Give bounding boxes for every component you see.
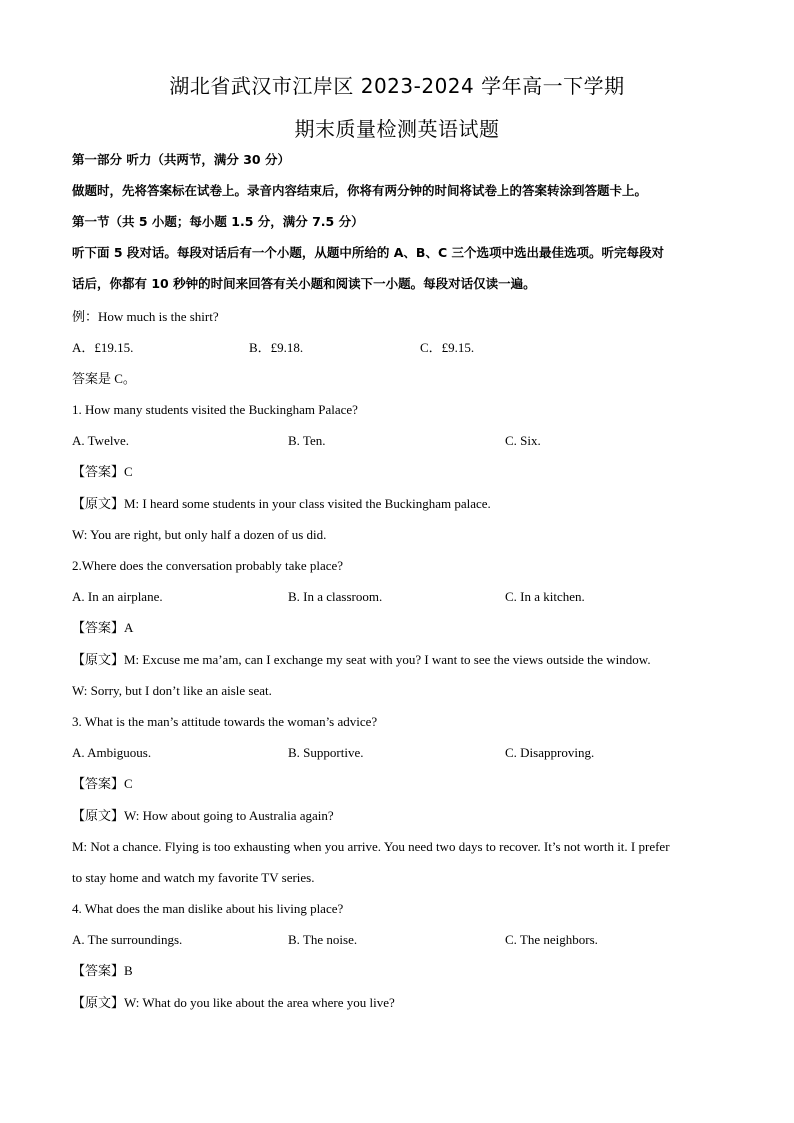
exam-subtitle: 期末质量检测英语试题 xyxy=(294,117,500,141)
q2-transcript-line2: W: Sorry, but I don’t like an aisle seat. xyxy=(72,683,272,698)
example-option-c: C．£9.15. xyxy=(420,340,475,355)
q4-option-a: A. The surroundings. xyxy=(72,932,183,947)
section1-instruction-line2: 话后，你都有 10 秒钟的时间来回答有关小题和阅读下一小题。每段对话仅读一遍。 xyxy=(72,276,536,291)
q3-option-a: A. Ambiguous. xyxy=(72,745,152,760)
q4-answer: 【答案】B xyxy=(72,963,133,978)
q4-transcript-line1: 【原文】W: What do you like about the area where you live? xyxy=(72,995,395,1010)
part1-heading: 第一部分 听力（共两节，满分 30 分） xyxy=(72,152,290,167)
question-2: 2.Where does the conversation probably take place? xyxy=(72,558,344,573)
question-3: 3. What is the man’s attitude towards the woman’s advice? xyxy=(72,714,378,729)
q1-option-c: C. Six. xyxy=(505,433,541,448)
example-option-b: B．£9.18. xyxy=(249,340,304,355)
q3-answer: 【答案】C xyxy=(72,776,133,791)
q2-option-c: C. In a kitchen. xyxy=(505,589,585,604)
q2-option-a: A. In an airplane. xyxy=(72,589,163,604)
q2-option-b: B. In a classroom. xyxy=(288,589,383,604)
q3-transcript-line3: to stay home and watch my favorite TV series. xyxy=(72,870,315,885)
exam-title: 湖北省武汉市江岸区 2023-2024 学年高一下学期 xyxy=(169,74,625,98)
q1-transcript-line2: W: You are right, but only half a dozen of us did. xyxy=(72,527,327,542)
section1-heading: 第一节（共 5 小题；每小题 1.5 分，满分 7.5 分） xyxy=(72,214,364,229)
q2-answer: 【答案】A xyxy=(72,620,134,635)
q1-option-b: B. Ten. xyxy=(288,433,326,448)
q3-option-b: B. Supportive. xyxy=(288,745,364,760)
question-1: 1. How many students visited the Buckingham Palace? xyxy=(72,402,358,417)
q3-transcript-line2: M: Not a chance. Flying is too exhausting when you arrive. You need two days to recover. It’s not worth it. I prefer xyxy=(72,839,670,854)
example-option-a: A．£19.15. xyxy=(72,340,134,355)
q4-option-c: C. The neighbors. xyxy=(505,932,598,947)
q4-option-b: B. The noise. xyxy=(288,932,358,947)
part1-instruction: 做题时，先将答案标在试卷上。录音内容结束后，你将有两分钟的时间将试卷上的答案转涂到答题卡上。 xyxy=(72,183,648,198)
q3-option-c: C. Disapproving. xyxy=(505,745,595,760)
example-question: 例：How much is the shirt? xyxy=(72,309,219,324)
section1-instruction-line1: 听下面 5 段对话。每段对话后有一个小题，从题中所给的 A、B、C 三个选项中选出最佳选项。听完每段对 xyxy=(72,245,664,260)
question-4: 4. What does the man dislike about his living place? xyxy=(72,901,344,916)
q2-transcript-line1: 【原文】M: Excuse me ma’am, can I exchange my seat with you? I want to see the views outside the window. xyxy=(72,652,651,667)
q1-option-a: A. Twelve. xyxy=(72,433,129,448)
q1-transcript-line1: 【原文】M: I heard some students in your class visited the Buckingham palace. xyxy=(72,496,491,511)
q1-answer: 【答案】C xyxy=(72,464,133,479)
q3-transcript-line1: 【原文】W: How about going to Australia again? xyxy=(72,808,334,823)
example-answer: 答案是 C。 xyxy=(72,371,136,386)
